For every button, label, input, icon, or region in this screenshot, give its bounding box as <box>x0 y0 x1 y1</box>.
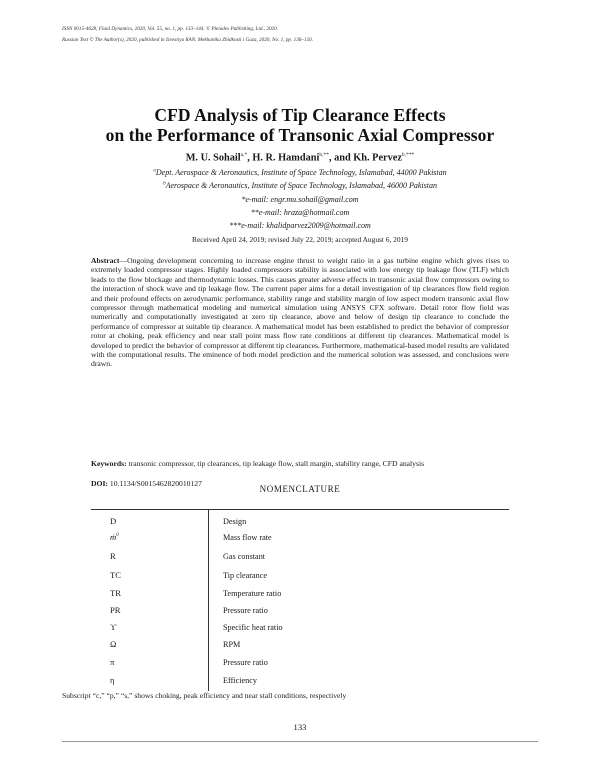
nomenclature-definition: Pressure ratio <box>223 658 268 667</box>
nomenclature-top-rule <box>91 509 509 510</box>
nomenclature-column-divider <box>208 509 209 691</box>
email-line: **e-mail: hraza@hotmail.com <box>250 208 350 217</box>
affiliation-text: Dept. Aerospace & Aeronautics, Institute of Space Technology, Islamabad, 44000 Pakistan <box>155 168 447 177</box>
nomenclature-heading: NOMENCLATURE <box>259 484 341 494</box>
keywords-text: transonic compressor, tip clearances, tip leakage flow, stall margin, stability range, CFD analysis <box>128 459 425 468</box>
nomenclature-definition: Tip clearance <box>223 571 268 580</box>
doi-link[interactable]: 10.1134/S0015462820010127 <box>109 479 202 488</box>
affiliation <box>0 181 600 190</box>
nomenclature-definition: Design <box>223 517 247 526</box>
subscript-note: Subscript “c,” “p,” “s,” shows choking, peak efficiency and near stall conditions, respectively <box>62 691 347 700</box>
nomenclature-symbol: π <box>110 657 115 667</box>
email-line: ***e-mail: khalidparvez2009@hotmail.com <box>229 221 371 230</box>
nomenclature-definition: Mass flow rate <box>223 533 272 542</box>
nomenclature-symbol: R <box>110 551 116 561</box>
page-bottom-rule <box>62 741 538 742</box>
email-line: *e-mail: engr.mu.sohail@gmail.com <box>241 195 359 204</box>
author-affil-mark: a, <box>240 152 245 158</box>
nomenclature-definition: Gas constant <box>223 552 266 561</box>
keywords <box>91 459 509 468</box>
abstract-dash: — <box>119 256 128 265</box>
author-email-mark: ** <box>323 152 329 158</box>
author-affil-mark: b, <box>401 152 407 158</box>
author-affil-mark: b, <box>319 152 324 158</box>
page-number: 133 <box>293 722 307 732</box>
author-name: Kh. Pervez <box>353 152 402 164</box>
affiliation-mark: b <box>163 181 166 187</box>
nomenclature-definition: Pressure ratio <box>223 606 268 615</box>
nomenclature-symbol: D <box>110 516 117 526</box>
doi-label: DOI: <box>91 479 108 488</box>
author-separator: , and <box>328 152 354 164</box>
author-list <box>0 152 600 163</box>
received-dates: Received April 24, 2019; revised July 22, 2019; accepted August 6, 2019 <box>192 235 408 244</box>
nomenclature-definition: Specific heat ratio <box>223 623 283 632</box>
abstract-paragraph <box>91 256 509 369</box>
author-email-mark: * <box>244 152 248 158</box>
nomenclature-symbol: η <box>110 675 115 685</box>
abstract-label: Abstract <box>91 256 120 265</box>
author-separator: , <box>247 152 253 164</box>
nomenclature-symbol: Ω <box>110 639 117 649</box>
nomenclature-definition: RPM <box>223 640 241 649</box>
affiliation-mark: a <box>153 168 156 174</box>
nomenclature-symbol: PR <box>110 605 121 615</box>
nomenclature-definition: Temperature ratio <box>223 589 282 598</box>
affiliation-text: Aerospace & Aeronautics, Institute of Space Technology, Islamabad, 46000 Pakistan <box>165 181 437 190</box>
author-name: H. R. Hamdani <box>252 152 320 164</box>
journal-header-line-1: ISSN 0015-4628, Fluid Dynamics, 2020, Vol. 55, no. 1, pp. 133–144. © Pleiades Publishing, Ltd., 2020. <box>62 26 279 32</box>
nomenclature-symbol: ṁ$^0$ <box>110 532 119 542</box>
journal-header-line-2: Russian Text © The Author(s), 2020, published in Izvestiya RAN. Mekhanika Zhidkosti i Gaza, 2020, No. 1, pp. 136–150. <box>62 37 314 43</box>
abstract-text: Ongoing development concerning to increase engine thrust to weight ratio in a gas turbine engine which gives rises to extremely loaded compressor stages. Highly loaded compressors stability is associated with low energy tip leakage flow (TLF) which leads to the flow blockage and thermodynamic losses. This causes greater adverse effects in transonic axial flow compressors owing to the interaction of shock wave and tip leakage flow. The current paper aims for a detail investigation of tip clearances flow field region and their profound effects on aerodynamic performance, stability range and stability margin of low aspect modern transonic axial flow compressor through mathematical modeling and numerical simulation using ANSYS CFX software. Detail rotor flow field was numerically and computationally investigated at zero tip clearance, above and below of design tip clearance to conclude the performance of compressor at suitable tip clearance. A mathematical model has been established to predict the behavior of compressor rotor at choking, peak efficiency and near stall point mass flow rate conditions at different tip clearances. Mathematical model is developed to predict the behavior of compressor at different tip clearances. Furthermore, mathematical-based model results are validated with the computational results. The eminence of both model prediction and the numerical solution was assessed, and conclusions were drawn. <box>91 256 509 369</box>
paper-title-line-2: on the Performance of Transonic Axial Compressor <box>105 125 495 145</box>
nomenclature-symbol: TR <box>110 588 121 598</box>
keywords-label: Keywords: <box>91 459 127 468</box>
nomenclature-symbol: TC <box>110 570 121 580</box>
nomenclature-symbol: ϒ <box>110 622 117 632</box>
author-name: M. U. Sohail <box>185 152 241 164</box>
nomenclature-definition: Efficiency <box>223 676 257 685</box>
affiliation <box>0 168 600 177</box>
author-email-mark: *** <box>406 152 415 158</box>
paper-title-line-1: CFD Analysis of Tip Clearance Effects <box>154 105 446 125</box>
